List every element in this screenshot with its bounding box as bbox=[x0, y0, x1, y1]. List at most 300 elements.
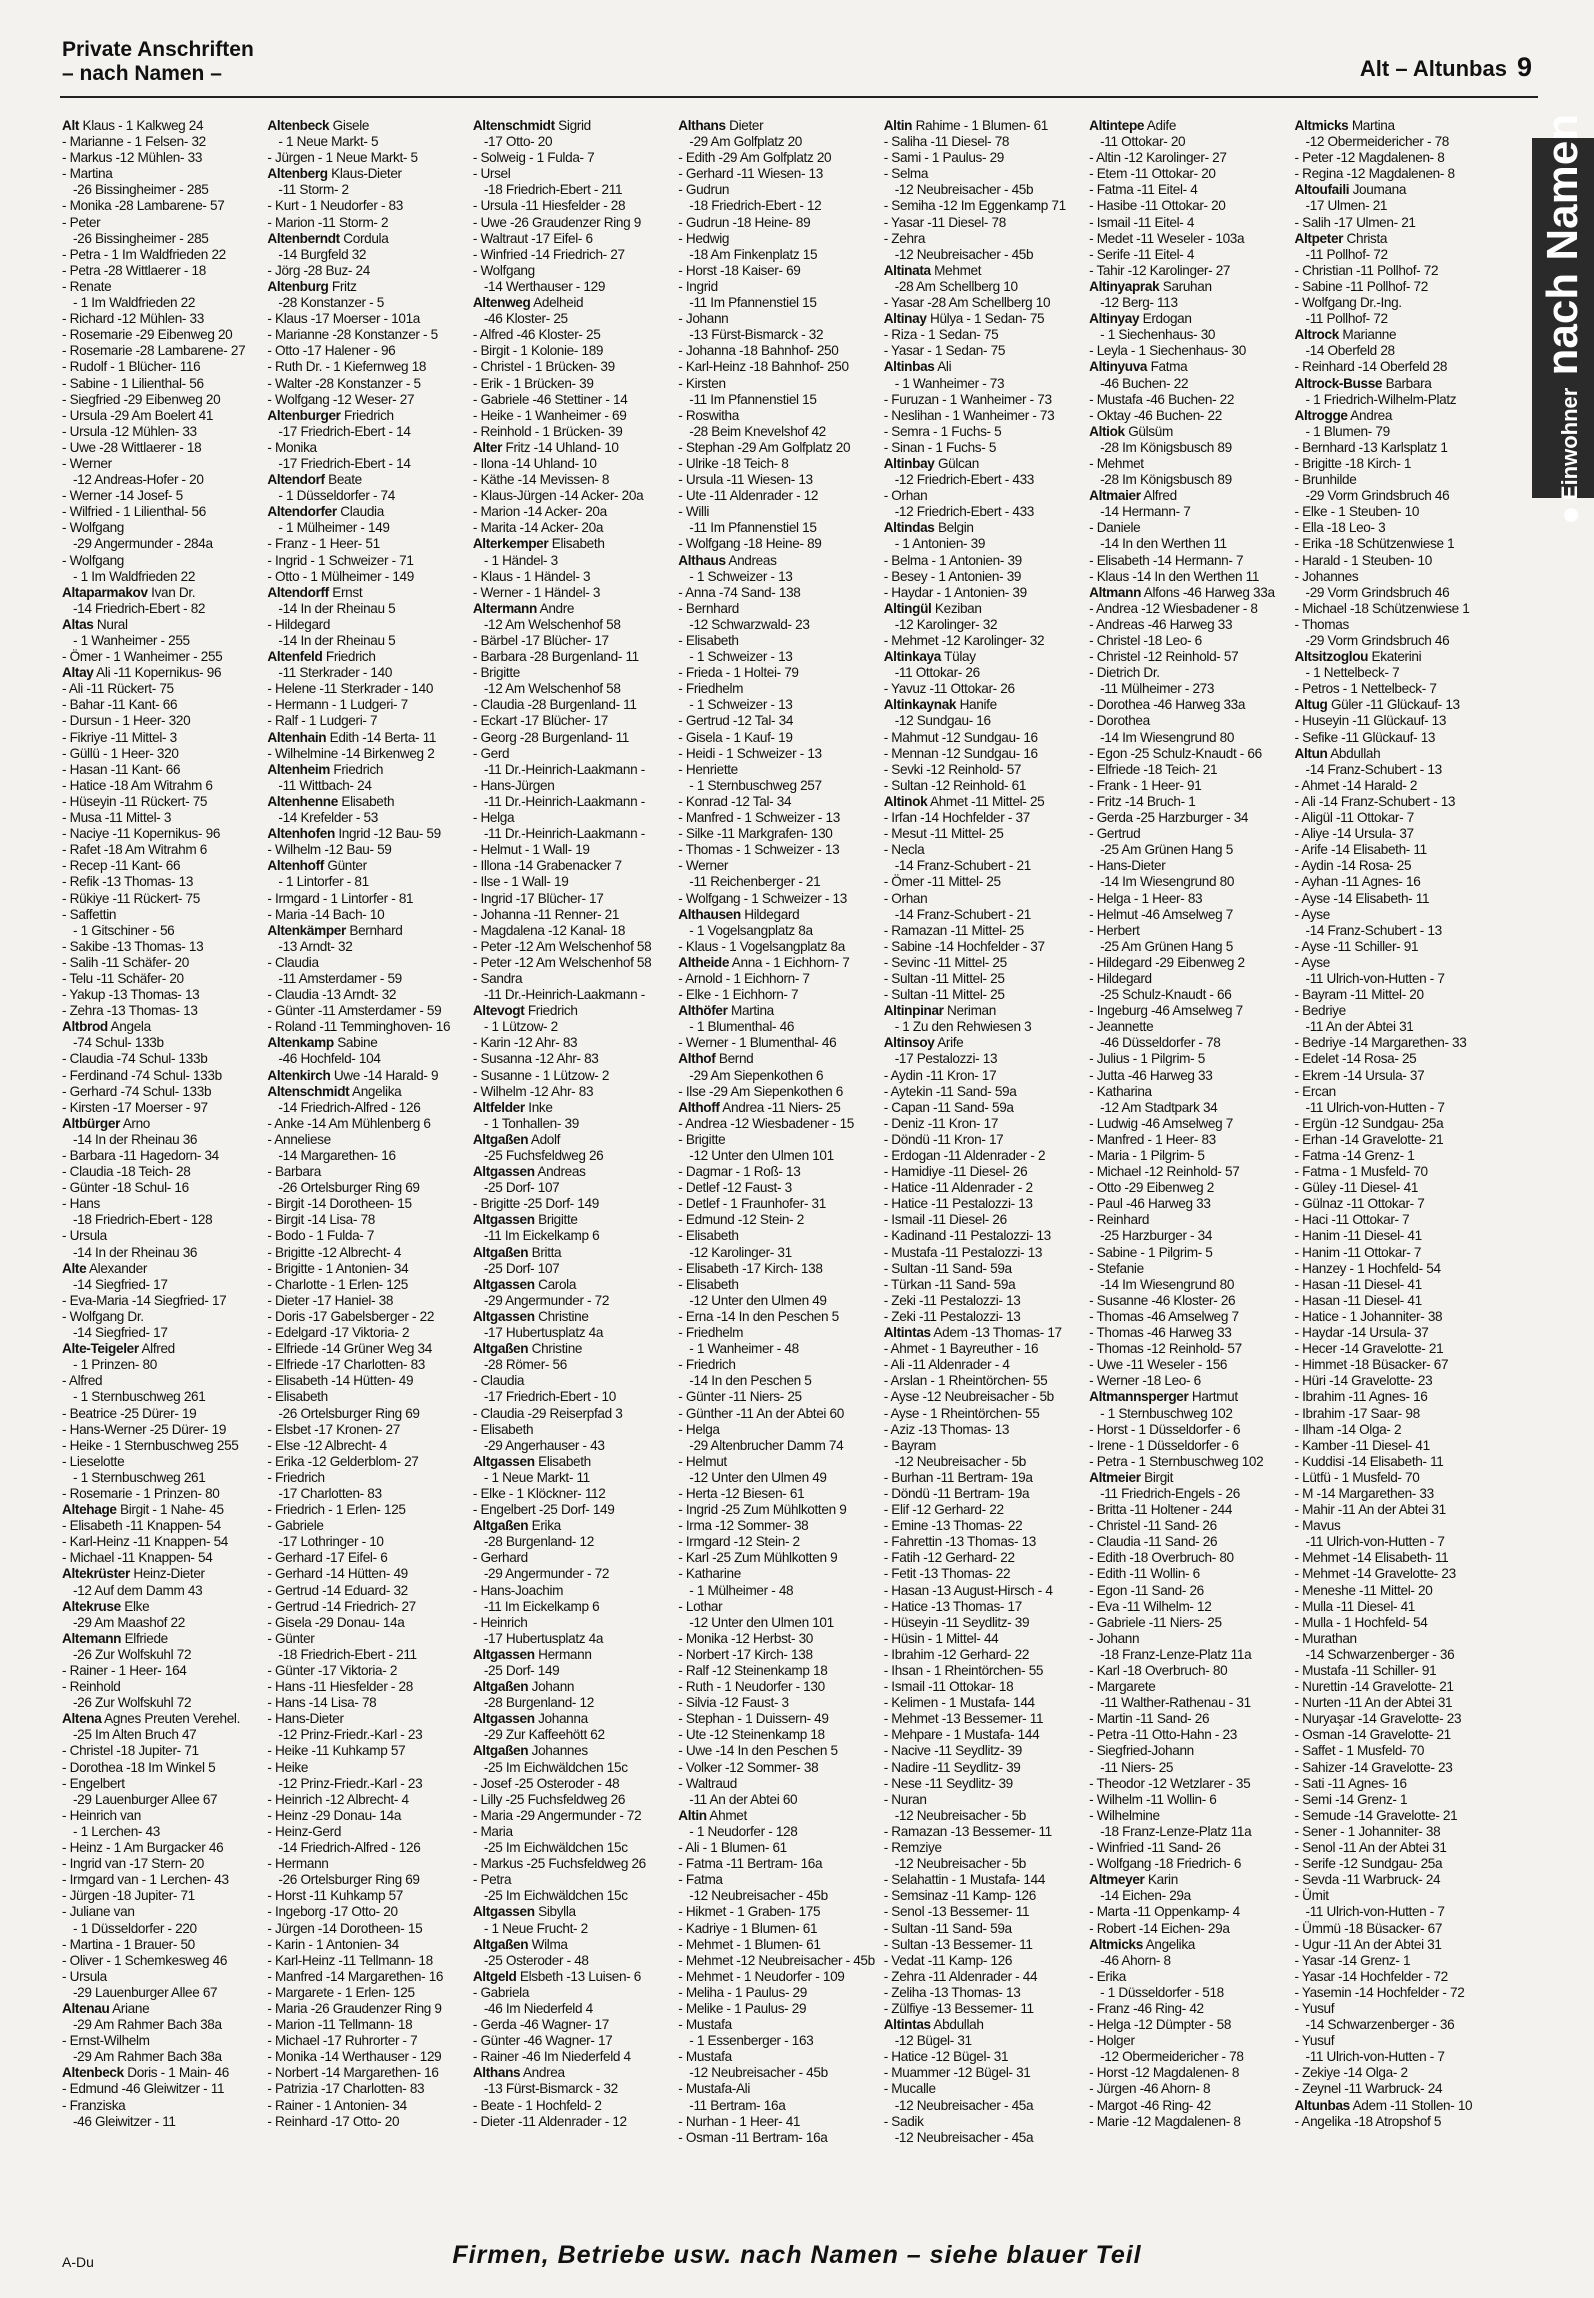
resident-entry: - Reinhard -17 Otto- 20 bbox=[267, 2113, 400, 2129]
resident-entry: - Bedriye -14 Margarethen- 33 bbox=[1294, 1035, 1467, 1051]
address-continuation: -14 In den Werthen 11 bbox=[1100, 536, 1227, 552]
address-continuation: -12 Andreas-Hofer - 20 bbox=[73, 472, 204, 488]
resident-entry: - Ilona -14 Uhland- 10 bbox=[472, 455, 597, 471]
resident-entry: - Klaus -14 In den Werthen 11 bbox=[1089, 568, 1260, 584]
resident-entry: - Karl-Heinz -18 Bahnhof- 250 bbox=[678, 359, 849, 375]
resident-entry: - Ursel bbox=[472, 166, 511, 182]
resident-entry: - Petros - 1 Nettelbeck- 7 bbox=[1294, 681, 1437, 697]
resident-entry: - Fahrettin -13 Thomas- 13 bbox=[883, 1534, 1037, 1550]
resident-entry: - Hildegard -29 Eibenweg 2 bbox=[1089, 954, 1245, 970]
directory-column bbox=[1089, 118, 1288, 2129]
resident-entry: - Semiha -12 Im Eggenkamp 71 bbox=[883, 198, 1066, 214]
resident-entry: - Nurettin -14 Gravelotte- 21 bbox=[1294, 1679, 1454, 1695]
resident-entry: - Brigitte -18 Kirch- 1 bbox=[1294, 455, 1412, 471]
resident-entry: - Stephan - 1 Duissern- 49 bbox=[678, 1711, 829, 1727]
resident-entry: - Ömer -11 Mittel- 25 bbox=[883, 874, 1001, 890]
address-continuation: - 1 Neue Markt- 11 bbox=[483, 1469, 590, 1485]
resident-entry: - Wilhelmine bbox=[1089, 1807, 1160, 1823]
resident-entry: - Uwe -26 Graudenzer Ring 9 bbox=[472, 214, 641, 230]
resident-entry: - Karl -25 Zum Mühlkotten 9 bbox=[678, 1550, 838, 1566]
resident-entry: - Hans bbox=[62, 1196, 100, 1212]
address-continuation: -26 Ortelsburger Ring 69 bbox=[278, 1405, 420, 1421]
resident-entry: - Semra - 1 Fuchs- 5 bbox=[883, 423, 1002, 439]
resident-entry: - Claudia -74 Schul- 133b bbox=[62, 1051, 208, 1067]
resident-entry: - Hatice -11 Aldenrader - 2 bbox=[883, 1180, 1033, 1196]
address-continuation: -11 An der Abtei 31 bbox=[1305, 1019, 1414, 1035]
resident-entry: - Orhan bbox=[883, 488, 928, 504]
resident-entry: - Sevki -12 Reinhold- 57 bbox=[883, 761, 1022, 777]
resident-entry: - Frank - 1 Heer- 91 bbox=[1089, 777, 1202, 793]
resident-entry: - Selahattin - 1 Mustafa- 144 bbox=[883, 1872, 1046, 1888]
resident-entry: - Mustafa bbox=[678, 2049, 732, 2065]
resident-entry: - Norbert -17 Kirch- 138 bbox=[678, 1646, 813, 1662]
resident-entry: - Gisela -29 Donau- 14a bbox=[267, 1614, 405, 1630]
resident-entry: - Bahar -11 Kant- 66 bbox=[62, 697, 178, 713]
resident-entry: - Heinz-Gerd bbox=[267, 1823, 342, 1839]
resident-entry: - Hildegard bbox=[267, 616, 331, 632]
resident-entry: - Zehra -13 Thomas- 13 bbox=[62, 1003, 198, 1019]
address-continuation: - 1 Im Waldfrieden 22 bbox=[73, 568, 196, 584]
resident-entry: - Mehmet - 1 Blumen- 61 bbox=[678, 1936, 821, 1952]
resident-entry: - Christel - 1 Brücken- 39 bbox=[472, 359, 615, 375]
resident-entry: - Maria -26 Graudenzer Ring 9 bbox=[267, 2000, 442, 2016]
resident-entry: - Mustafa -46 Buchen- 22 bbox=[1089, 391, 1235, 407]
resident-entry: - Hüseyin -11 Seydlitz- 39 bbox=[883, 1614, 1030, 1630]
resident-entry: - Aligül -11 Ottokar- 7 bbox=[1294, 810, 1414, 826]
surname-entry: Altehage Birgit - 1 Nahe- 45 bbox=[62, 1502, 224, 1518]
address-continuation: - 1 Sternbuschweg 102 bbox=[1100, 1405, 1233, 1421]
resident-entry: - Hanim -11 Ottokar- 7 bbox=[1294, 1244, 1422, 1260]
surname-entry: Altmeier Birgit bbox=[1089, 1469, 1174, 1485]
surname-entry: Altingül Keziban bbox=[883, 600, 982, 616]
page-number: 9 bbox=[1516, 52, 1532, 82]
resident-entry: - Kurt - 1 Neudorfer - 83 bbox=[267, 198, 403, 214]
resident-entry: - Ekrem -14 Ursula- 37 bbox=[1294, 1067, 1425, 1083]
address-continuation: -12 Friedrich-Ebert - 433 bbox=[894, 504, 1035, 520]
resident-entry: - Stefanie bbox=[1089, 1260, 1144, 1276]
address-continuation: -28 Im Königsbusch 89 bbox=[1100, 439, 1232, 455]
resident-entry: - Sener - 1 Johanniter- 38 bbox=[1294, 1823, 1441, 1839]
resident-entry: - Günter -17 Viktoria- 2 bbox=[267, 1663, 398, 1678]
surname-entry: Altbrod Angela bbox=[62, 1019, 151, 1035]
address-continuation: -29 Vorm Grindsbruch 46 bbox=[1305, 488, 1450, 504]
resident-entry: - Jürgen -46 Ahorn- 8 bbox=[1089, 2081, 1211, 2097]
resident-entry: - Ismail -11 Ottokar- 18 bbox=[883, 1679, 1014, 1695]
address-continuation: -29 Lauenburger Allee 67 bbox=[73, 1984, 218, 2000]
surname-entry: Altgassen Andreas bbox=[472, 1164, 586, 1180]
resident-entry: - Sati -11 Agnes- 16 bbox=[1294, 1775, 1407, 1791]
resident-entry: - Josef -25 Osteroder - 48 bbox=[472, 1775, 620, 1791]
resident-entry: - Selma bbox=[883, 166, 929, 182]
resident-entry: - Marita -14 Acker- 20a bbox=[472, 520, 604, 536]
address-continuation: -14 Schwarzenberger - 36 bbox=[1305, 2017, 1455, 2033]
resident-entry: - Walter -28 Konstanzer - 5 bbox=[267, 375, 421, 391]
resident-entry: - Yusuf bbox=[1294, 2000, 1335, 2016]
resident-entry: - Franz - 1 Heer- 51 bbox=[267, 536, 380, 552]
resident-entry: - Ursula -12 Mühlen- 33 bbox=[62, 423, 197, 439]
resident-entry: - Siegfried -29 Eibenweg 20 bbox=[62, 391, 221, 407]
surname-entry: Altindas Belgin bbox=[883, 520, 974, 536]
resident-entry: - Mehmet -13 Bessemer- 11 bbox=[883, 1711, 1044, 1727]
address-continuation: -14 Eichen- 29a bbox=[1100, 1888, 1191, 1904]
resident-entry: - Hatice - 1 Johanniter- 38 bbox=[1294, 1308, 1443, 1324]
resident-entry: - Sevinc -11 Mittel- 25 bbox=[883, 954, 1007, 970]
resident-entry: - Wolfgang -12 Weser- 27 bbox=[267, 391, 415, 407]
resident-entry: - Margarete - 1 Erlen- 125 bbox=[267, 1984, 415, 2000]
address-continuation: -12 Neubreisacher - 45b bbox=[689, 1888, 828, 1904]
address-continuation: -46 Kloster- 25 bbox=[483, 311, 568, 327]
resident-entry: - Döndü -11 Bertram- 19a bbox=[883, 1485, 1030, 1501]
resident-entry: - Anna -74 Sand- 138 bbox=[678, 584, 801, 600]
resident-entry: - Yavuz -11 Ottokar- 26 bbox=[883, 681, 1015, 697]
resident-entry: - Aytekin -11 Sand- 59a bbox=[883, 1083, 1017, 1099]
address-continuation: -17 Ulmen- 21 bbox=[1305, 198, 1388, 214]
surname-entry: Alterkemper Elisabeth bbox=[472, 536, 605, 552]
resident-entry: - Remziye bbox=[883, 1840, 942, 1856]
resident-entry: - Elfriede -18 Teich- 21 bbox=[1089, 761, 1218, 777]
address-continuation: -12 Karolinger- 31 bbox=[689, 1244, 792, 1260]
resident-entry: - Karl-Heinz -11 Tellmann- 18 bbox=[267, 1952, 433, 1968]
surname-entry: Altenbeck Doris - 1 Main- 46 bbox=[62, 2065, 229, 2081]
resident-entry: - Ahmet - 1 Bayreuther - 16 bbox=[883, 1341, 1039, 1357]
address-continuation: -29 Am Golfplatz 20 bbox=[689, 134, 802, 150]
resident-entry: - Norbert -14 Margarethen- 16 bbox=[267, 2065, 439, 2081]
address-continuation: -11 Walther-Rathenau - 31 bbox=[1100, 1695, 1251, 1711]
resident-entry: - Harald - 1 Steuben- 10 bbox=[1294, 552, 1432, 568]
resident-entry: - Angelika -18 Atropshof 5 bbox=[1294, 2113, 1442, 2129]
resident-entry: - Jürgen -14 Dorotheen- 15 bbox=[267, 1920, 423, 1936]
surname-entry: Altgeld Elsbeth -13 Luisen- 6 bbox=[472, 1968, 642, 1984]
address-continuation: -12 Neubreisacher - 45a bbox=[894, 2129, 1034, 2145]
resident-entry: - Frieda - 1 Holtei- 79 bbox=[678, 665, 799, 681]
resident-entry: - Telu -11 Schäfer- 20 bbox=[62, 970, 184, 986]
resident-entry: - Burhan -11 Bertram- 19a bbox=[883, 1469, 1033, 1485]
resident-entry: - Aliye -14 Ursula- 37 bbox=[1294, 826, 1414, 842]
resident-entry: - Otto -29 Eibenweg 2 bbox=[1089, 1180, 1214, 1196]
address-continuation: -26 Bissingheimer - 285 bbox=[73, 182, 209, 198]
resident-entry: - Siegfried-Johann bbox=[1089, 1743, 1194, 1759]
resident-entry: - Sevda -11 Warbruck- 24 bbox=[1294, 1872, 1441, 1888]
address-continuation: - 1 Lützow- 2 bbox=[483, 1019, 558, 1035]
address-continuation: -14 Im Wiesengrund 80 bbox=[1100, 729, 1235, 745]
resident-entry: - Arife -14 Elisabeth- 11 bbox=[1294, 842, 1427, 858]
directory-column bbox=[1294, 118, 1494, 2129]
resident-entry: - Marianne -28 Konstanzer - 5 bbox=[267, 327, 438, 343]
resident-entry: - Hüseyin -11 Rückert- 75 bbox=[62, 793, 208, 809]
resident-entry: - Murathan bbox=[1294, 1630, 1357, 1646]
resident-entry: - Ibrahim -12 Gerhard- 22 bbox=[883, 1646, 1030, 1662]
address-continuation: -14 Im Wiesengrund 80 bbox=[1100, 874, 1235, 890]
resident-entry: - Detlef -12 Faust- 3 bbox=[678, 1180, 792, 1196]
surname-entry: Altinpinar Neriman bbox=[883, 1003, 996, 1019]
resident-entry: - Friedhelm bbox=[678, 1325, 744, 1341]
address-continuation: -11 Mülheimer - 273 bbox=[1100, 681, 1215, 697]
resident-entry: - Dorothea bbox=[1089, 713, 1150, 729]
surname-entry: Altaparmakov Ivan Dr. bbox=[62, 584, 196, 600]
resident-entry: - Lütfü - 1 Musfeld- 70 bbox=[1294, 1469, 1420, 1485]
resident-entry: - Hatice -18 Am Witrahm 6 bbox=[62, 777, 213, 793]
resident-entry: - Herbert bbox=[1089, 922, 1140, 938]
resident-entry: - Daniele bbox=[1089, 520, 1141, 536]
address-continuation: -11 Ottokar- 26 bbox=[894, 665, 980, 681]
resident-entry: - Zülfiye -13 Bessemer- 11 bbox=[883, 2000, 1034, 2016]
address-continuation: -17 Lothringer - 10 bbox=[278, 1534, 384, 1550]
resident-entry: - Elisabeth bbox=[678, 633, 739, 648]
address-continuation: -12 Unter den Ulmen 49 bbox=[689, 1469, 827, 1485]
surname-entry: Altenweg Adelheid bbox=[472, 295, 584, 311]
resident-entry: - Jutta -46 Harweg 33 bbox=[1089, 1067, 1213, 1083]
resident-entry: - Ilham -14 Olga- 2 bbox=[1294, 1421, 1402, 1437]
address-continuation: -14 Werthauser - 129 bbox=[483, 278, 606, 294]
resident-entry: - Etem -11 Ottokar- 20 bbox=[1089, 166, 1216, 182]
address-continuation: -28 Beim Knevelshof 42 bbox=[689, 423, 826, 439]
resident-entry: - Else -12 Albrecht- 4 bbox=[267, 1437, 387, 1453]
resident-entry: - Heike bbox=[267, 1759, 309, 1775]
address-continuation: -11 Ulrich-von-Hutten - 7 bbox=[1305, 1099, 1445, 1115]
resident-entry: - Elif -12 Gerhard- 22 bbox=[883, 1502, 1004, 1518]
resident-entry: - Gerhard -74 Schul- 133b bbox=[62, 1083, 212, 1099]
resident-entry: - Ute -11 Aldenrader - 12 bbox=[678, 488, 819, 504]
directory-column bbox=[883, 118, 1083, 2145]
resident-entry: - Mustafa -11 Schiller- 91 bbox=[1294, 1663, 1437, 1678]
address-continuation: -14 Franz-Schubert - 13 bbox=[1305, 922, 1442, 938]
resident-entry: - Yusuf bbox=[1294, 2033, 1335, 2049]
address-continuation: -11 Pollhof- 72 bbox=[1305, 246, 1388, 262]
resident-entry: - Erna -14 In den Peschen 5 bbox=[678, 1308, 839, 1324]
resident-entry: - Gerd bbox=[472, 745, 510, 761]
resident-entry: - Mehmet - 1 Neudorfer - 109 bbox=[678, 1968, 845, 1984]
resident-entry: - Furuzan - 1 Wanheimer - 73 bbox=[883, 391, 1052, 407]
resident-entry: - Aydin -14 Rosa- 25 bbox=[1294, 858, 1412, 874]
resident-entry: - Karin -12 Ahr- 83 bbox=[472, 1035, 578, 1051]
surname-entry: Altmann Alfons -46 Harweg 33a bbox=[1089, 584, 1275, 600]
resident-entry: - Mehmet -14 Elisabeth- 11 bbox=[1294, 1550, 1449, 1566]
resident-entry: - Hanim -11 Diesel- 41 bbox=[1294, 1228, 1422, 1244]
resident-entry: - Birgit - 1 Kolonie- 189 bbox=[472, 343, 604, 359]
resident-entry: - Gudrun -18 Heine- 89 bbox=[678, 214, 811, 230]
resident-entry: - Sultan -12 Reinhold- 61 bbox=[883, 777, 1027, 793]
resident-entry: - Otto -17 Halener - 96 bbox=[267, 343, 396, 359]
resident-entry: - Elisabeth -17 Kirch- 138 bbox=[678, 1260, 823, 1276]
resident-entry: - Melike - 1 Paulus- 29 bbox=[678, 2000, 807, 2016]
resident-entry: - Besey - 1 Antonien- 39 bbox=[883, 568, 1022, 584]
resident-entry: - Dagmar - 1 Roß- 13 bbox=[678, 1164, 801, 1180]
address-continuation: - 1 Düsseldorfer - 74 bbox=[278, 488, 395, 504]
address-continuation: -29 Lauenburger Allee 67 bbox=[73, 1791, 218, 1807]
address-continuation: -13 Fürst-Bismarck - 32 bbox=[689, 327, 824, 343]
surname-entry: Altun Abdullah bbox=[1294, 745, 1381, 761]
resident-entry: - Hildegard bbox=[1089, 970, 1152, 986]
address-continuation: -14 In der Rheinau 36 bbox=[73, 1131, 198, 1147]
address-continuation: -29 Altenbrucher Damm 74 bbox=[689, 1437, 844, 1453]
resident-entry: - Gerda -25 Harzburger - 34 bbox=[1089, 810, 1249, 826]
address-continuation: -26 Ortelsburger Ring 69 bbox=[278, 1180, 420, 1196]
address-continuation: -29 Am Rahmer Bach 38a bbox=[73, 2049, 222, 2065]
resident-entry: - Tahir -12 Karolinger- 27 bbox=[1089, 262, 1231, 278]
resident-entry: - Maria bbox=[472, 1823, 513, 1839]
resident-entry: - Zehra bbox=[883, 230, 926, 246]
surname-entry: Altmicks Angelika bbox=[1089, 1936, 1196, 1952]
resident-entry: - Elke - 1 Eichhorn- 7 bbox=[678, 987, 799, 1003]
side-tab-small: Einwohner bbox=[1557, 387, 1582, 501]
address-continuation: -29 Vorm Grindsbruch 46 bbox=[1305, 633, 1450, 648]
address-continuation: - 1 Lintorfer - 81 bbox=[278, 874, 369, 890]
address-continuation: - 1 Friedrich-Wilhelm-Platz bbox=[1305, 391, 1457, 407]
resident-entry: - Marta -11 Oppenkamp- 4 bbox=[1089, 1904, 1240, 1920]
address-continuation: -12 Neubreisacher - 5b bbox=[894, 1856, 1027, 1872]
resident-entry: - Hasan -11 Kant- 66 bbox=[62, 761, 181, 777]
address-continuation: -29 Angermunder - 72 bbox=[483, 1292, 610, 1308]
resident-entry: - Mustafa-Ali bbox=[678, 2081, 751, 2097]
address-continuation: -12 Karolinger- 32 bbox=[894, 616, 998, 632]
address-continuation: -11 Sterkrader - 140 bbox=[278, 665, 393, 681]
surname-entry: Altheide Anna - 1 Eichhorn- 7 bbox=[678, 954, 850, 970]
resident-entry: - Altin -12 Karolinger- 27 bbox=[1089, 150, 1227, 166]
address-continuation: -12 Auf dem Damm 43 bbox=[73, 1582, 203, 1598]
resident-entry: - Stephan -29 Am Golfplatz 20 bbox=[678, 439, 851, 455]
address-continuation: - 1 Sternbuschweg 261 bbox=[73, 1389, 206, 1405]
resident-entry: - Claudia bbox=[472, 1373, 525, 1389]
address-continuation: -18 Am Finkenplatz 15 bbox=[689, 246, 818, 262]
resident-entry: - Saliha -11 Diesel- 78 bbox=[883, 134, 1010, 150]
resident-entry: - Johann bbox=[678, 311, 729, 327]
resident-entry: - Semude -14 Gravelotte- 21 bbox=[1294, 1807, 1458, 1823]
surname-entry: Altenau Ariane bbox=[62, 2000, 150, 2016]
address-continuation: -46 Düsseldorfer - 78 bbox=[1100, 1035, 1221, 1051]
surname-entry: Altgaßen Christine bbox=[472, 1341, 583, 1357]
resident-entry: - Michael -12 Reinhold- 57 bbox=[1089, 1164, 1240, 1180]
resident-entry: - Bernhard bbox=[678, 600, 739, 616]
resident-entry: - Heinrich van bbox=[62, 1807, 141, 1823]
resident-entry: - Patrizia -17 Charlotten- 83 bbox=[267, 2081, 425, 2097]
resident-entry: - Maria -29 Angermunder - 72 bbox=[472, 1807, 642, 1823]
address-continuation: -12 Neubreisacher - 45b bbox=[894, 246, 1034, 262]
resident-entry: - Wilhelm -12 Ahr- 83 bbox=[472, 1083, 594, 1099]
resident-entry: - Nurhan - 1 Heer- 41 bbox=[678, 2113, 801, 2129]
address-continuation: -18 Friedrich-Ebert - 211 bbox=[483, 182, 623, 198]
surname-entry: Altgassen Elisabeth bbox=[472, 1453, 591, 1469]
surname-entry: Alt Klaus - 1 Kalkweg 24 bbox=[62, 118, 204, 133]
section-title-line1: Private Anschriften bbox=[62, 38, 254, 61]
surname-entry: Altenkämper Bernhard bbox=[267, 922, 403, 938]
resident-entry: - Kirsten -17 Moerser - 97 bbox=[62, 1099, 208, 1115]
address-continuation: - 1 Mülheimer - 149 bbox=[278, 520, 390, 536]
resident-entry: - Elfriede -17 Charlotten- 83 bbox=[267, 1357, 426, 1373]
resident-entry: - Solweig - 1 Fulda- 7 bbox=[472, 150, 595, 166]
surname-entry: Altekruse Elke bbox=[62, 1598, 150, 1614]
surname-entry: Altinkaya Tülay bbox=[883, 649, 976, 665]
address-continuation: -12 Neubreisacher - 5b bbox=[894, 1807, 1027, 1823]
address-continuation: - 1 Blumenthal- 46 bbox=[689, 1019, 795, 1035]
resident-entry: - Waltraud bbox=[678, 1775, 737, 1791]
resident-entry: - Ruth - 1 Neudorfer - 130 bbox=[678, 1679, 825, 1695]
resident-entry: - Irmgard -12 Stein- 2 bbox=[678, 1534, 800, 1550]
surname-entry: Altenhoff Günter bbox=[267, 858, 367, 874]
resident-entry: - Haci -11 Ottokar- 7 bbox=[1294, 1212, 1410, 1228]
resident-entry: - Ismail -11 Eitel- 4 bbox=[1089, 214, 1195, 230]
resident-entry: - Andreas -46 Harweg 33 bbox=[1089, 616, 1233, 632]
resident-entry: - Hans-Dieter bbox=[1089, 858, 1166, 874]
resident-entry: - Kuddisi -14 Elisabeth- 11 bbox=[1294, 1453, 1444, 1469]
resident-entry: - Erika bbox=[1089, 1968, 1126, 1984]
resident-entry: - Yakup -13 Thomas- 13 bbox=[62, 987, 200, 1003]
surname-entry: Altgaßen Adolf bbox=[472, 1131, 561, 1147]
resident-entry: - Zeynel -11 Warbruck- 24 bbox=[1294, 2081, 1443, 2097]
resident-entry: - Wilhelm -11 Wollin- 6 bbox=[1089, 1791, 1217, 1807]
address-continuation: -11 An der Abtei 60 bbox=[689, 1791, 798, 1807]
surname-entry: Altin Ahmet bbox=[678, 1807, 747, 1823]
resident-entry: - Mehmet -14 Gravelotte- 23 bbox=[1294, 1566, 1456, 1582]
resident-entry: - Hans -11 Hiesfelder - 28 bbox=[267, 1679, 413, 1695]
resident-entry: - Hecer -14 Gravelotte- 21 bbox=[1294, 1341, 1444, 1357]
resident-entry: - Sultan -11 Sand- 59a bbox=[883, 1920, 1012, 1936]
address-continuation: -14 In den Peschen 5 bbox=[689, 1373, 812, 1389]
address-continuation: -12 Schwarzwald- 23 bbox=[689, 616, 810, 632]
resident-entry: - Robert -14 Eichen- 29a bbox=[1089, 1920, 1230, 1936]
address-continuation: -14 Hermann- 7 bbox=[1100, 504, 1191, 520]
resident-entry: - Mavus bbox=[1294, 1518, 1341, 1534]
resident-entry: - Regina -12 Magdalenen- 8 bbox=[1294, 166, 1455, 182]
resident-entry: - Ursula bbox=[62, 1968, 107, 1984]
address-continuation: -14 Friedrich-Alfred - 126 bbox=[278, 1840, 421, 1856]
resident-entry: - Necla bbox=[883, 842, 925, 858]
address-continuation: -25 Im Eichwäldchen 15c bbox=[483, 1840, 628, 1856]
surname-entry: Altinata Mehmet bbox=[883, 262, 982, 278]
resident-entry: - Rudolf - 1 Blücher- 116 bbox=[62, 359, 201, 375]
address-continuation: - 1 Wanheimer - 48 bbox=[689, 1341, 799, 1357]
resident-entry: - Irma -12 Sommer- 38 bbox=[678, 1518, 809, 1534]
surname-entry: Altoufaili Joumana bbox=[1294, 182, 1407, 198]
resident-entry: - Hans -14 Lisa- 78 bbox=[267, 1695, 377, 1711]
resident-entry: - Mehmet bbox=[1089, 455, 1144, 471]
resident-entry: - Ayse -14 Elisabeth- 11 bbox=[1294, 890, 1430, 906]
resident-entry: - Bodo - 1 Fulda- 7 bbox=[267, 1228, 375, 1244]
resident-entry: - Detlef - 1 Fraunhofer- 31 bbox=[678, 1196, 826, 1212]
resident-entry: - Gabriele -46 Stettiner - 14 bbox=[472, 391, 628, 407]
surname-entry: Altunbas Adem -11 Stollen- 10 bbox=[1294, 2097, 1473, 2113]
resident-entry: - Silvia -12 Faust- 3 bbox=[678, 1695, 789, 1711]
resident-entry: - Margot -46 Ring- 42 bbox=[1089, 2097, 1211, 2113]
surname-entry: Altgassen Brigitte bbox=[472, 1212, 578, 1228]
address-continuation: -14 Krefelder - 53 bbox=[278, 810, 378, 826]
address-continuation: -18 Friedrich-Ebert - 128 bbox=[73, 1212, 213, 1228]
resident-entry: - Bayram bbox=[883, 1437, 937, 1453]
resident-entry: - Heidi - 1 Schweizer - 13 bbox=[678, 745, 822, 761]
resident-entry: - Mahmut -12 Sundgau- 16 bbox=[883, 729, 1038, 745]
address-continuation: -11 Amsterdamer - 59 bbox=[278, 970, 402, 986]
resident-entry: - Sefike -11 Glückauf- 13 bbox=[1294, 729, 1436, 745]
surname-entry: Altay Ali -11 Kopernikus- 96 bbox=[62, 665, 222, 681]
resident-entry: - Kadriye - 1 Blumen- 61 bbox=[678, 1920, 818, 1936]
address-continuation: -14 In der Rheinau 5 bbox=[278, 600, 396, 616]
address-continuation: -25 Fuchsfeldweg 26 bbox=[483, 1148, 604, 1163]
surname-entry: Altgassen Carola bbox=[472, 1276, 577, 1292]
resident-entry: - Irfan -14 Hochfelder - 37 bbox=[883, 810, 1030, 826]
address-continuation: -11 Pollhof- 72 bbox=[1305, 311, 1388, 327]
resident-entry: - Winfried -11 Sand- 26 bbox=[1089, 1840, 1221, 1856]
surname-entry: Altrogge Andrea bbox=[1294, 407, 1393, 423]
resident-entry: - Engelbert bbox=[62, 1775, 125, 1791]
surname-entry: Alter Fritz -14 Uhland- 10 bbox=[472, 439, 619, 455]
surname-entry: Altfelder Inke bbox=[472, 1099, 553, 1115]
resident-entry: - Christel -18 Jupiter- 71 bbox=[62, 1743, 199, 1759]
address-continuation: -18 Franz-Lenze-Platz 11a bbox=[1100, 1823, 1252, 1839]
resident-entry: - Ursula -11 Wiesen- 13 bbox=[678, 472, 813, 488]
resident-entry: - Sinan - 1 Fuchs- 5 bbox=[883, 439, 997, 455]
address-continuation: -14 Oberfeld 28 bbox=[1305, 343, 1395, 359]
resident-entry: - Wilfried - 1 Lilienthal- 56 bbox=[62, 504, 206, 520]
address-continuation: -28 Burgenland- 12 bbox=[483, 1534, 594, 1550]
